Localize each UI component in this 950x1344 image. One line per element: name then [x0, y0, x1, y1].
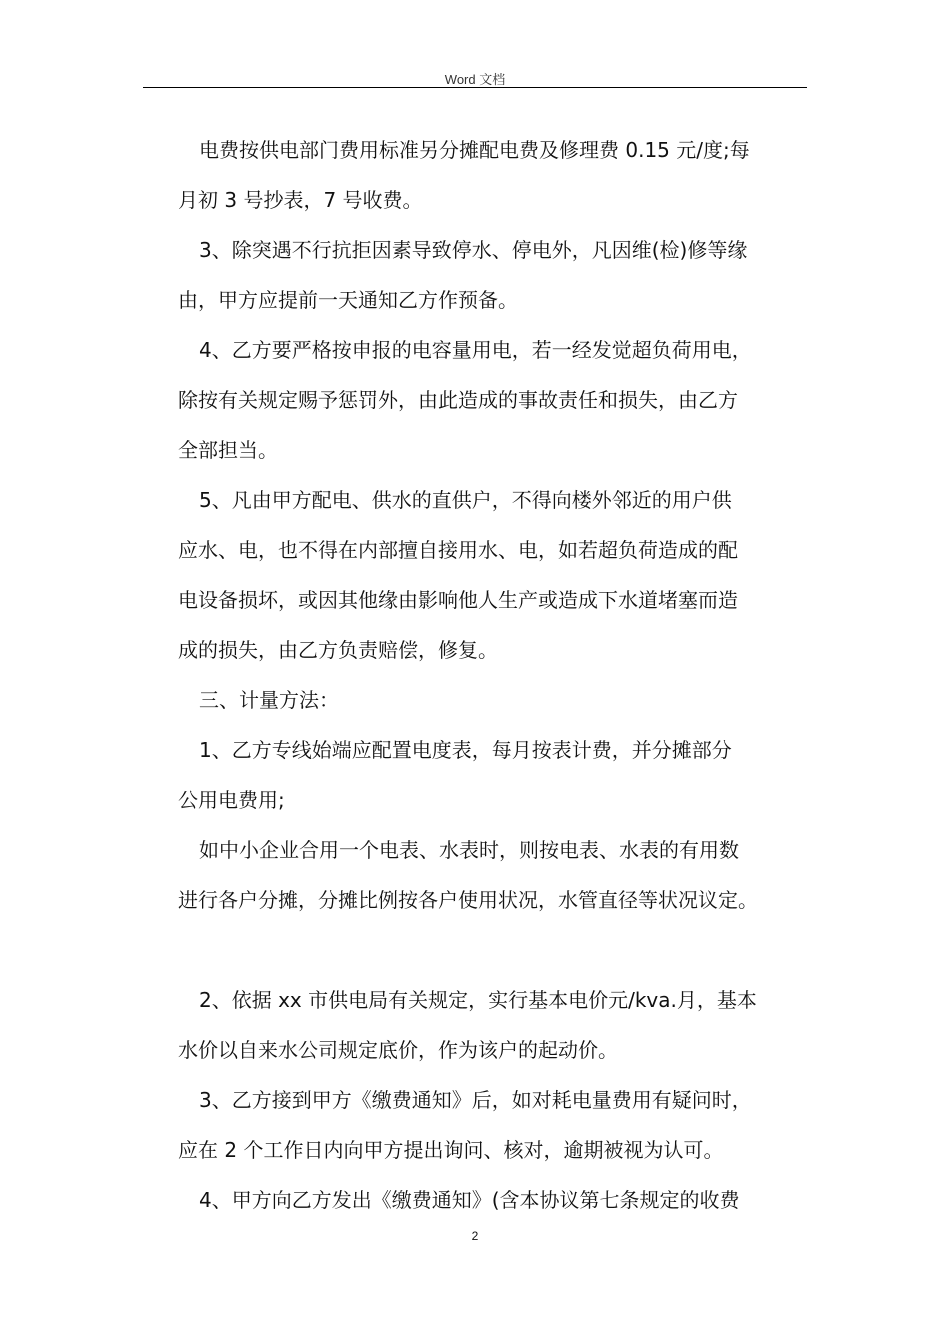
body-line: 成的损失，由乙方负责赔偿，修复。: [178, 638, 498, 662]
body-line: 除按有关规定赐予惩罚外，由此造成的事故责任和损失，由乙方: [178, 388, 738, 412]
body-line: 应在 2 个工作日内向甲方提出询问、核对，逾期被视为认可。: [178, 1138, 724, 1162]
body-line: 电费按供电部门费用标准另分摊配电费及修理费 0.15 元/度;每: [199, 138, 750, 162]
header-divider: [143, 87, 807, 88]
body-line: 应水、电，也不得在内部擅自接用水、电，如若超负荷造成的配: [178, 538, 738, 562]
body-line: 4、甲方向乙方发出《缴费通知》(含本协议第七条规定的收费: [199, 1188, 740, 1212]
body-line: 进行各户分摊，分摊比例按各户使用状况，水管直径等状况议定。: [178, 888, 758, 912]
body-line: 月初 3 号抄表，7 号收费。: [178, 188, 423, 212]
body-line: 2、依据 xx 市供电局有关规定，实行基本电价元/kva.月，基本: [199, 988, 757, 1012]
body-line: 3、除突遇不行抗拒因素导致停水、停电外，凡因维(检)修等缘: [199, 238, 748, 262]
document-body: [178, 128, 818, 1228]
body-line: 由，甲方应提前一天通知乙方作预备。: [178, 288, 518, 312]
body-line: 3、乙方接到甲方《缴费通知》后，如对耗电量费用有疑问时，: [199, 1088, 752, 1112]
body-line: 5、凡由甲方配电、供水的直供户，不得向楼外邻近的用户供: [199, 488, 732, 512]
body-line: 全部担当。: [178, 438, 278, 462]
body-line: 1、乙方专线始端应配置电度表，每月按表计费，并分摊部分: [199, 738, 732, 762]
body-line: 公用电费用;: [178, 788, 285, 812]
body-line: 电设备损坏，或因其他缘由影响他人生产或造成下水道堵塞而造: [178, 588, 738, 612]
body-line: 4、乙方要严格按申报的电容量用电，若一经发觉超负荷用电，: [199, 338, 752, 362]
blank-line: [178, 928, 818, 978]
body-line: 如中小企业合用一个电表、水表时，则按电表、水表的有用数: [199, 838, 739, 862]
page-number: 2: [471, 1229, 479, 1243]
body-line: 水价以自来水公司规定底价，作为该户的起动价。: [178, 1038, 618, 1062]
page-header-title: Word 文档: [444, 72, 506, 87]
section-heading: 三、计量方法：: [199, 688, 339, 712]
